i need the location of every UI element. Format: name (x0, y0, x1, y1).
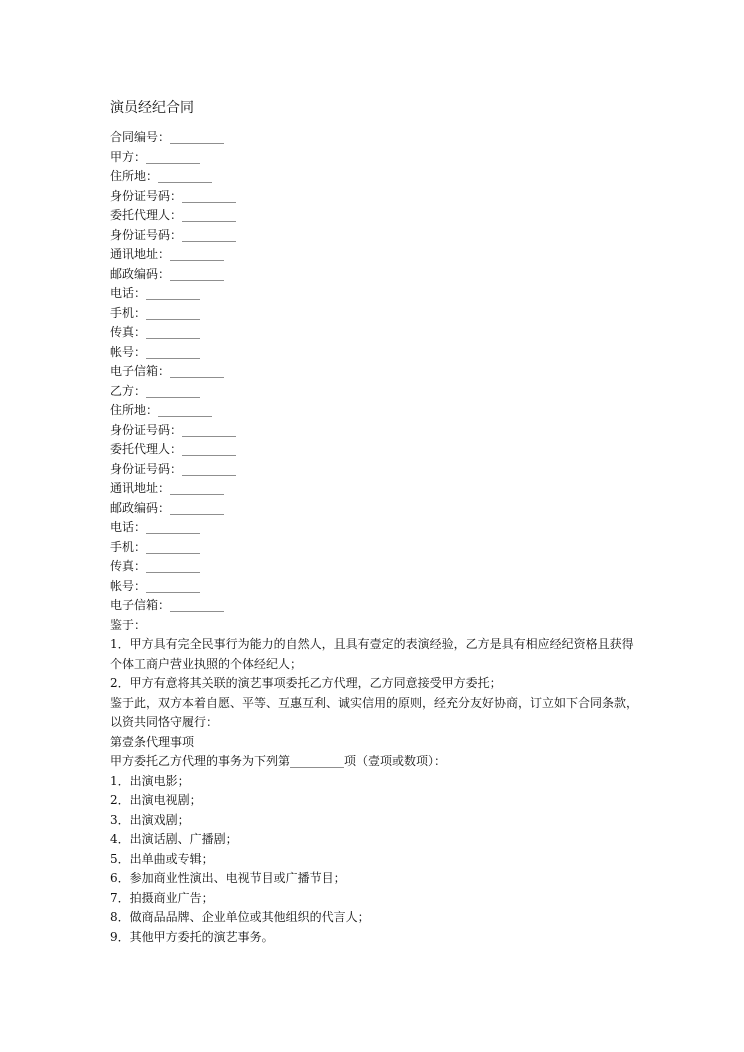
party-b-phone-field: 电话：_________ (110, 520, 201, 534)
party-b-mobile-field: 手机：_________ (110, 539, 201, 554)
list-item: 8．做商品品牌、企业单位或其他组织的代言人； (110, 910, 370, 924)
party-a-fax-field: 传真：_________ (110, 325, 201, 339)
party-b-agent-id-field: 身份证号码：_________ (110, 461, 237, 476)
party-a-agent-id-field: 身份证号码：_________ (110, 227, 237, 242)
party-b-name-field: 乙方：_________ (110, 383, 201, 398)
party-b-account-field: 帐号：_________ (110, 578, 201, 593)
party-a-id-field: 身份证号码：_________ (110, 188, 237, 203)
party-b-postcode-field: 邮政编码：_________ (110, 500, 225, 515)
whereas-clause-2: 2．甲方有意将其关联的演艺事项委托乙方代理，乙方同意接受甲方委托； (110, 676, 502, 690)
list-item: 1．出演电影； (110, 773, 190, 788)
party-b-id-field: 身份证号码：_________ (110, 422, 237, 437)
list-item: 3．出演戏剧； (110, 812, 190, 827)
contract-page (110, 98, 640, 947)
party-a-postcode-field: 邮政编码：_________ (110, 266, 225, 281)
party-a-mailing-address-field: 通讯地址：_________ (110, 247, 225, 261)
party-a-address-field: 住所地：_________ (110, 169, 213, 183)
document-title: 演员经纪合同 (110, 100, 194, 116)
list-item: 2．出演电视剧； (110, 793, 202, 807)
article-1-intro: 甲方委托乙方代理的事务为下列第_________项（壹项或数项）： (110, 754, 447, 768)
list-item: 5．出单曲或专辑； (110, 851, 214, 866)
party-b-address-field: 住所地：_________ (110, 403, 213, 417)
party-a-section (110, 128, 640, 382)
party-b-agent-field: 委托代理人：_________ (110, 442, 237, 456)
whereas-section (110, 616, 640, 733)
party-b-section (110, 382, 640, 616)
list-item: 4．出演话剧、广播剧； (110, 832, 238, 846)
party-a-phone-field: 电话：_________ (110, 286, 201, 300)
list-item: 6．参加商业性演出、电视节目或广播节目； (110, 871, 346, 885)
agreement-intro: 鉴于此，双方本着自愿、平等、互惠互利、诚实信用的原则，经充分友好协商，订立如下合同条款，以资共同恪守履行： (110, 695, 639, 729)
list-item: 9．其他甲方委托的演艺事务。 (110, 929, 274, 944)
party-a-account-field: 帐号：_________ (110, 344, 201, 359)
party-a-mobile-field: 手机：_________ (110, 305, 201, 320)
whereas-clause-1: 1．甲方具有完全民事行为能力的自然人，且具有壹定的表演经验，乙方是具有相应经纪资格且获得个体工商户营业执照的个体经纪人； (110, 637, 634, 671)
party-b-fax-field: 传真：_________ (110, 559, 201, 573)
party-a-agent-field: 委托代理人：_________ (110, 208, 237, 222)
party-a-email-field: 电子信箱：_________ (110, 364, 225, 378)
party-b-email-field: 电子信箱：_________ (110, 598, 225, 612)
list-item: 7．拍摄商业广告； (110, 890, 214, 905)
article-1-heading: 第壹条代理事项 (110, 734, 195, 749)
article-1-section (110, 733, 640, 948)
whereas-heading: 鉴于： (110, 617, 147, 632)
party-a-name-field: 甲方：_________ (110, 149, 201, 164)
party-b-mailing-address-field: 通讯地址：_________ (110, 481, 225, 495)
contract-number-field: 合同编号：_________ (110, 130, 225, 144)
